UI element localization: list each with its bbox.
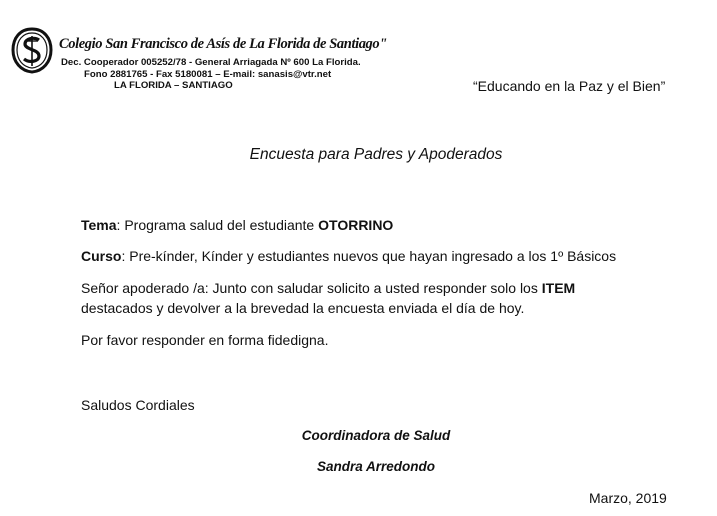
tema-text: : Programa salud del estudiante xyxy=(116,217,319,233)
signature-name: Sandra Arredondo xyxy=(316,459,435,474)
curso-text: : Pre-kínder, Kínder y estudiantes nuevos que hayan ingresado a los 1º Básicos xyxy=(121,248,617,264)
school-name: Colegio San Francisco de Asís de La Florida de Santiago" xyxy=(59,36,387,52)
tema-paragraph xyxy=(81,215,393,235)
signature-role: Coordinadora de Salud xyxy=(301,428,451,443)
curso-paragraph xyxy=(81,246,616,266)
closing-greeting: Saludos Cordiales xyxy=(81,397,195,413)
school-city-line: LA FLORIDA – SANTIAGO xyxy=(114,80,233,91)
school-contact-line: Fono 2881765 - Fax 5180081 – E-mail: sanasis@vtr.net xyxy=(84,69,332,80)
school-motto: “Educando en la Paz y el Bien” xyxy=(473,78,666,94)
instruction-paragraph: Por favor responder en forma fidedigna. xyxy=(81,332,329,348)
request-paragraph-line1 xyxy=(81,278,575,298)
tema-label: Tema xyxy=(81,217,117,233)
school-address-line: Dec. Cooperador 005252/78 - General Arriagada Nº 600 La Florida. xyxy=(61,57,361,68)
document-date: Marzo, 2019 xyxy=(589,490,667,506)
tema-highlight: OTORRINO xyxy=(318,217,394,233)
curso-label: Curso xyxy=(81,248,122,264)
request-paragraph-line2: destacados y devolver a la brevedad la encuesta enviada el día de hoy. xyxy=(81,300,525,316)
document-title: Encuesta para Padres y Apoderados xyxy=(249,146,503,163)
school-crest-icon xyxy=(11,27,53,74)
request-text: Señor apoderado /a: Junto con saludar solicito a usted responder solo los xyxy=(81,280,542,296)
item-highlight: ITEM xyxy=(541,280,576,296)
